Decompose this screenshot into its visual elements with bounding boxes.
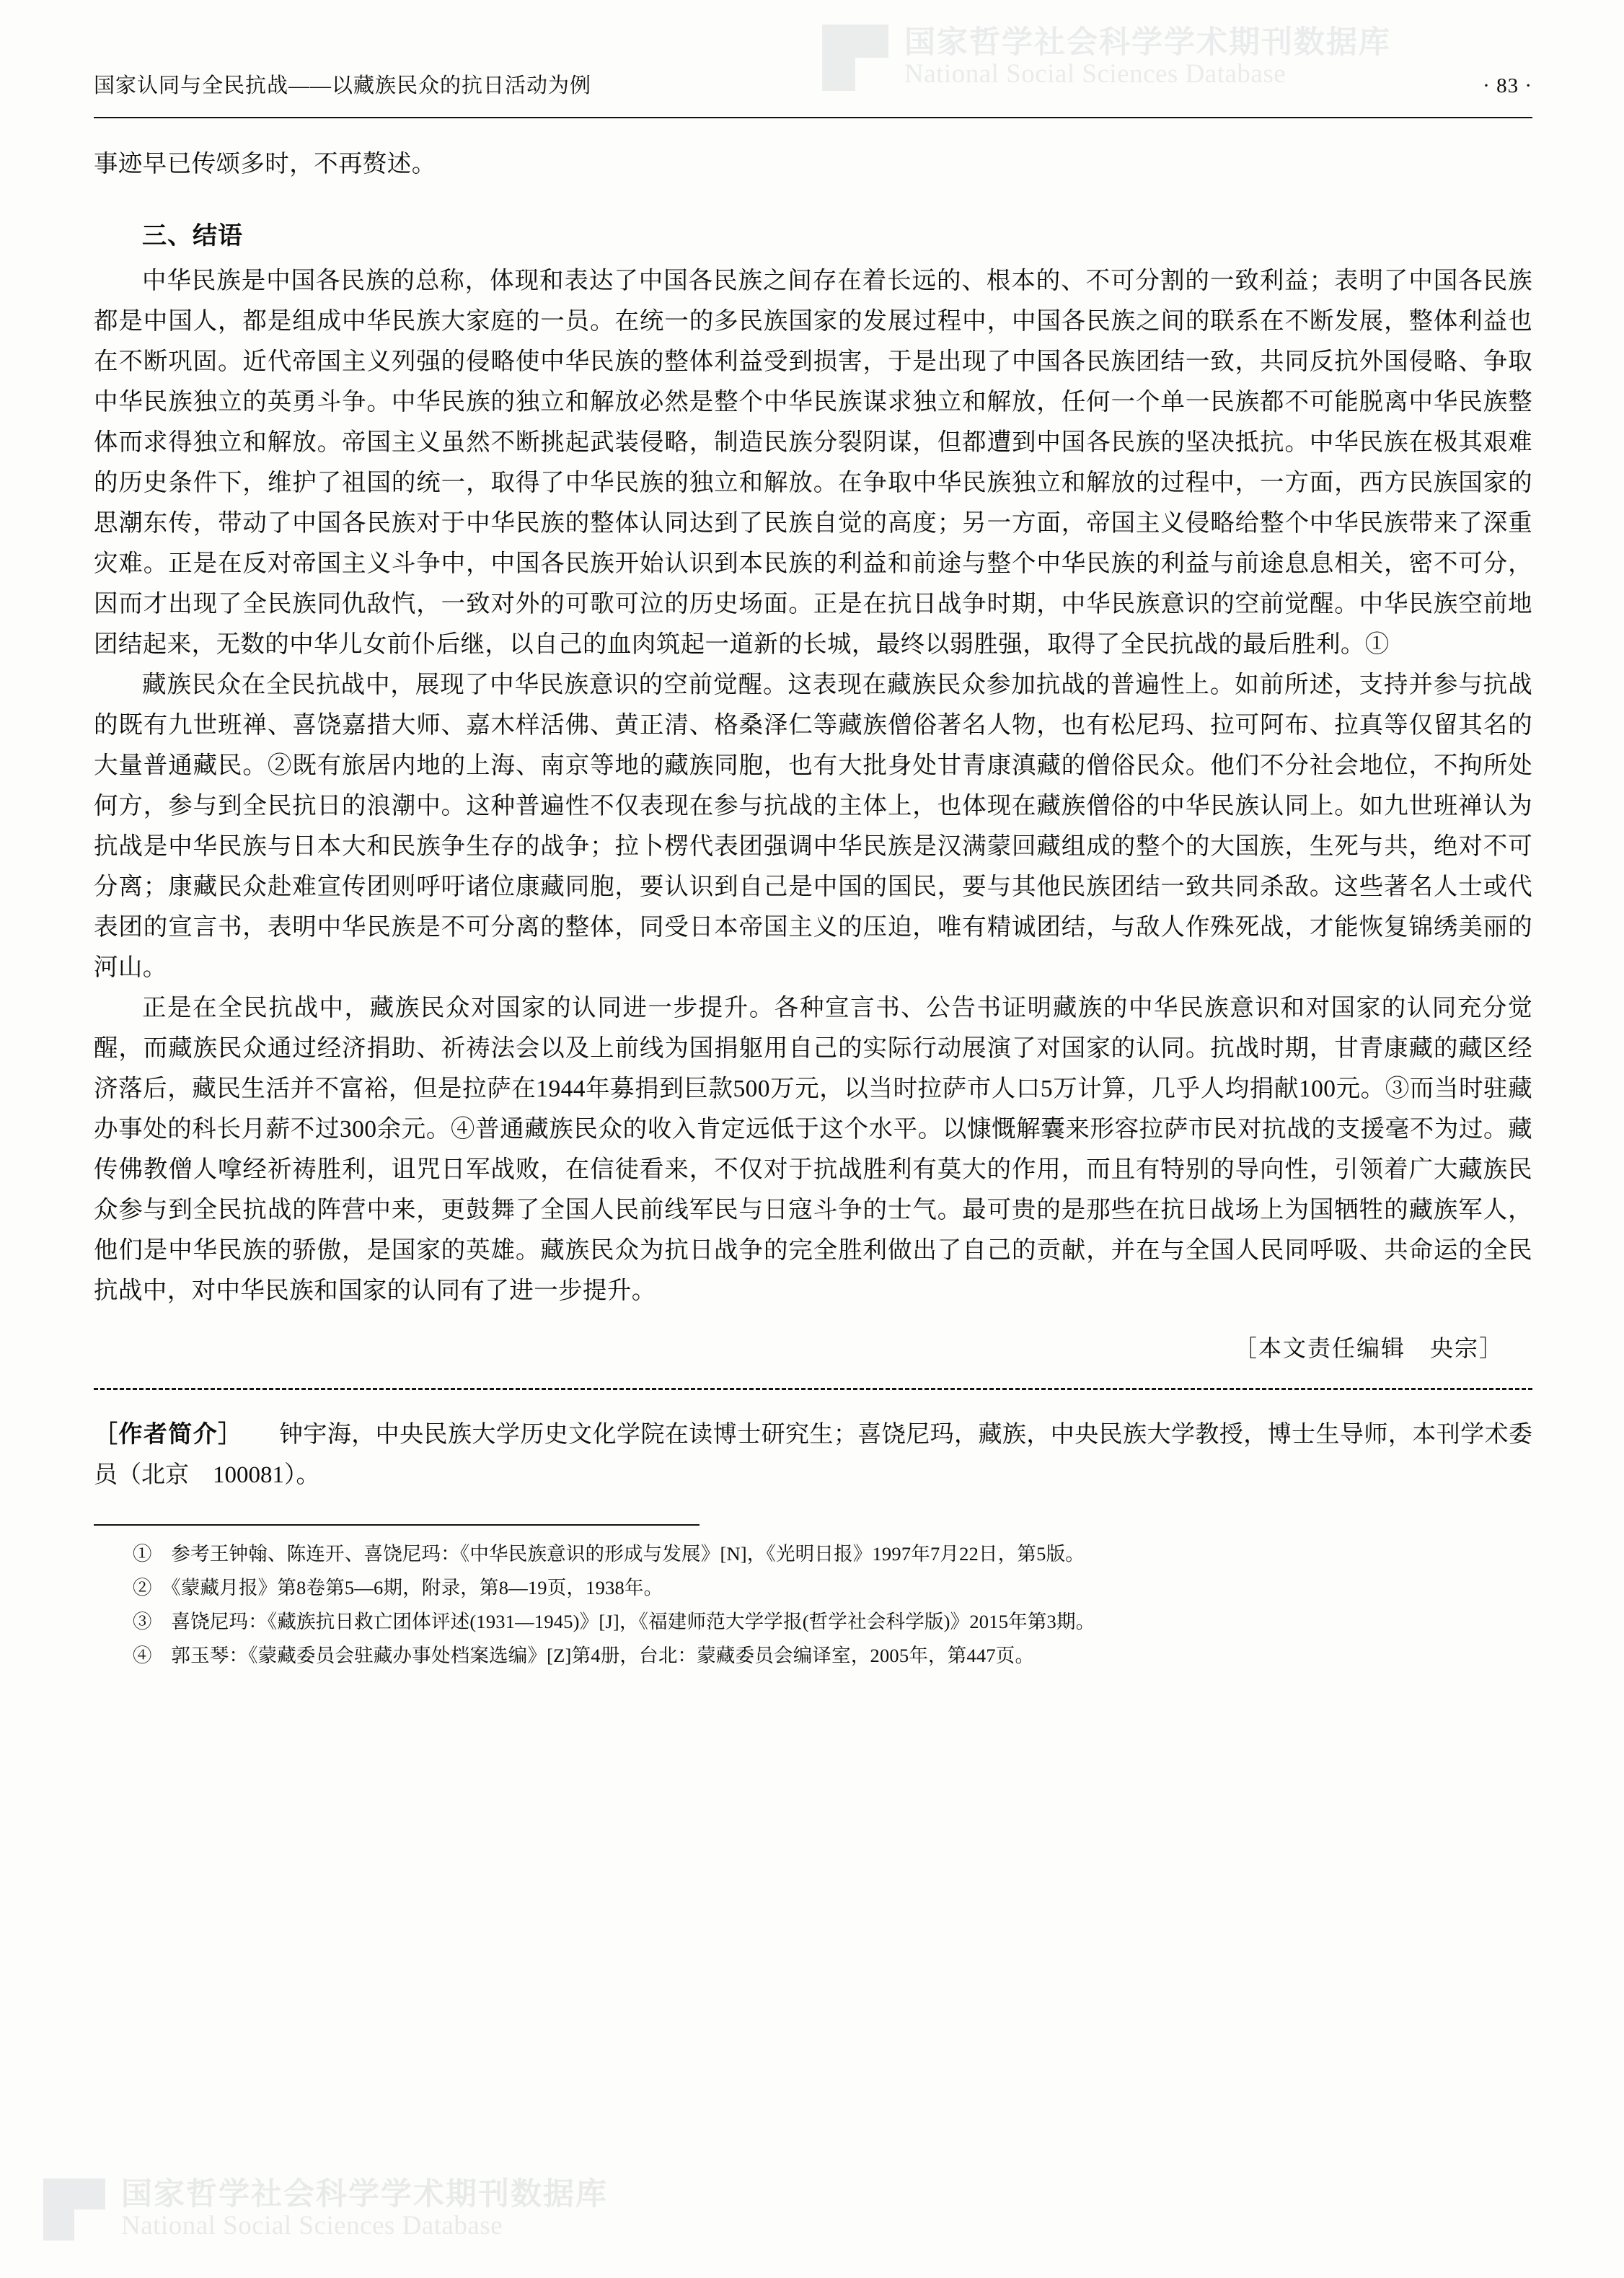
watermark-bottom (43, 2178, 608, 2240)
watermark-cn-label: 国家哲学社会科学学术期刊数据库 (904, 25, 1391, 60)
footnote-divider (94, 1524, 700, 1526)
paragraph-2: 藏族民众在全民抗战中，展现了中华民族意识的空前觉醒。这表现在藏族民众参加抗战的普遍性上。如前所述，支持并参与抗战的既有九世班禅、喜饶嘉措大师、嘉木样活佛、黄正清、格桑泽仁等藏族僧俗著名人物，也有松尼玛、拉可阿布、拉真等仅留其名的大量普通藏民。②既有旅居内地的上海、南京等地的藏族同胞，也有大批身处甘青康滇藏的僧俗民众。他们不分社会地位，不拘所处何方，参与到全民抗日的浪潮中。这种普遍性不仅表现在参与抗战的主体上，也体现在藏族僧俗的中华民族认同上。如九世班禅认为抗战是中华民族与日本大和民族争生存的战争；拉卜楞代表团强调中华民族是汉满蒙回藏组成的整个的大国族，生死与共，绝对不可分离；康藏民众赴难宣传团则呼吁诸位康藏同胞，要认识到自己是中国的国民，要与其他民族团结一致共同杀敌。这些著名人士或代表团的宣言书，表明中华民族是不可分离的整体，同受日本帝国主义的压迫，唯有精诚团结，与敌人作殊死战，才能恢复锦绣美丽的河山。 (94, 672, 1532, 981)
author-bio-label: ［作者简介］ (94, 1422, 231, 1448)
watermark-en-label: National Social Sciences Database (121, 2211, 503, 2241)
section-heading: 三、结语 (142, 223, 243, 250)
paragraph-1: 中华民族是中国各民族的总称，体现和表达了中国各民族之间存在着长远的、根本的、不可分割的一致利益；表明了中国各民族都是中国人，都是组成中华民族大家庭的一员。在统一的多民族国家的发展过程中，中国各民族之间的联系在不断发展，整体利益也在不断巩固。近代帝国主义列强的侵略使中华民族的整体利益受到损害，于是出现了中国各民族团结一致，共同反抗外国侵略、争取中华民族独立的英勇斗争。中华民族的独立和解放必然是整个中华民族谋求独立和解放，任何一个单一民族都不可能脱离中华民族整体而求得独立和解放。帝国主义虽然不断挑起武装侵略，制造民族分裂阴谋，但都遭到中国各民族的坚决抵抗。中华民族在极其艰难的历史条件下，维护了祖国的统一，取得了中华民族的独立和解放。在争取中华民族独立和解放的过程中，一方面，西方民族国家的思潮东传，带动了中国各民族对于中华民族的整体认同达到了民族自觉的高度；另一方面，帝国主义侵略给整个中华民族带来了深重灾难。正是在反对帝国主义斗争中，中国各民族开始认识到本民族的利益和前途与整个中华民族的利益与前途息息相关，密不可分，因而才出现了全民族同仇敌忾，一致对外的可歌可泣的历史场面。正是在抗日战争时期，中华民族意识的空前觉醒。中华民族空前地团结起来，无数的中华儿女前仆后继，以自己的血肉筑起一道新的长城，最终以弱胜强，取得了全民抗战的最后胜利。① (94, 268, 1532, 658)
watermark-cn-label: 国家哲学社会科学学术期刊数据库 (121, 2177, 608, 2212)
database-logo-icon (43, 2178, 105, 2240)
watermark-en-label: National Social Sciences Database (904, 59, 1287, 89)
responsible-editor: ［本文责任编辑 央宗］ (1233, 1335, 1504, 1361)
footnote-item: ① 参考王钟翰、陈连开、喜饶尼玛：《中华民族意识的形成与发展》[N]，《光明日报》1997年7月22日，第5版。 (133, 1543, 1085, 1565)
paragraph-carryover: 事迹早已传颂多时，不再赘述。 (94, 151, 436, 177)
footnotes (94, 1537, 1532, 1673)
footnote-item: ④ 郭玉琴：《蒙藏委员会驻藏办事处档案选编》[Z]第4册，台北：蒙藏委员会编译室，2005年，第447页。 (133, 1645, 1035, 1666)
footnote-item: ③ 喜饶尼玛：《藏族抗日救亡团体评述(1931—1945)》[J]，《福建师范大学学报(哲学社会科学版)》2015年第3期。 (133, 1611, 1095, 1632)
running-head (94, 69, 1532, 99)
author-bio-text: 钟宇海，中央民族大学历史文化学院在读博士研究生；喜饶尼玛，藏族，中央民族大学教授，博士生导师，本刊学术委员（北京 100081）。 (94, 1422, 1533, 1488)
article-body (94, 144, 1532, 1673)
dashed-divider (94, 1388, 1532, 1390)
running-head-title: 国家认同与全民抗战——以藏族民众的抗日活动为例 (94, 74, 592, 97)
paragraph-3: 正是在全民抗战中，藏族民众对国家的认同进一步提升。各种宣言书、公告书证明藏族的中华民族意识和对国家的认同充分觉醒，而藏族民众通过经济捐助、祈祷法会以及上前线为国捐躯用自己的实际行动展演了对国家的认同。抗战时期，甘青康藏的藏区经济落后，藏民生活并不富裕，但是拉萨在1944年募捐到巨款500万元，以当时拉萨市人口5万计算，几乎人均捐献100元。③而当时驻藏办事处的科长月薪不过300余元。④普通藏族民众的收入肯定远低于这个水平。以慷慨解囊来形容拉萨市民对抗战的支援毫不为过。藏传佛教僧人嗱经祈祷胜利，诅咒日军战败，在信徒看来，不仅对于抗战胜利有莫大的作用，而且有特别的导向性，引领着广大藏族民众参与到全民抗战的阵营中来，更鼓舞了全国人民前线军民与日寇斗争的士气。最可贵的是那些在抗日战场上为国牺牲的藏族军人，他们是中华民族的骄傲，是国家的英雄。藏族民众为抗日战争的完全胜利做出了自己的贡献，并在与全国人民同呼吸、共命运的全民抗战中，对中华民族和国家的认同有了进一步提升。 (94, 995, 1532, 1304)
header-divider (94, 117, 1532, 118)
footnote-item: ② 《蒙藏月报》第8卷第5—6期，附录，第8—19页，1938年。 (133, 1577, 663, 1598)
watermark-bottom-text (121, 2178, 608, 2240)
author-bio (94, 1415, 1532, 1495)
page-number: · 83 · (1483, 74, 1532, 97)
